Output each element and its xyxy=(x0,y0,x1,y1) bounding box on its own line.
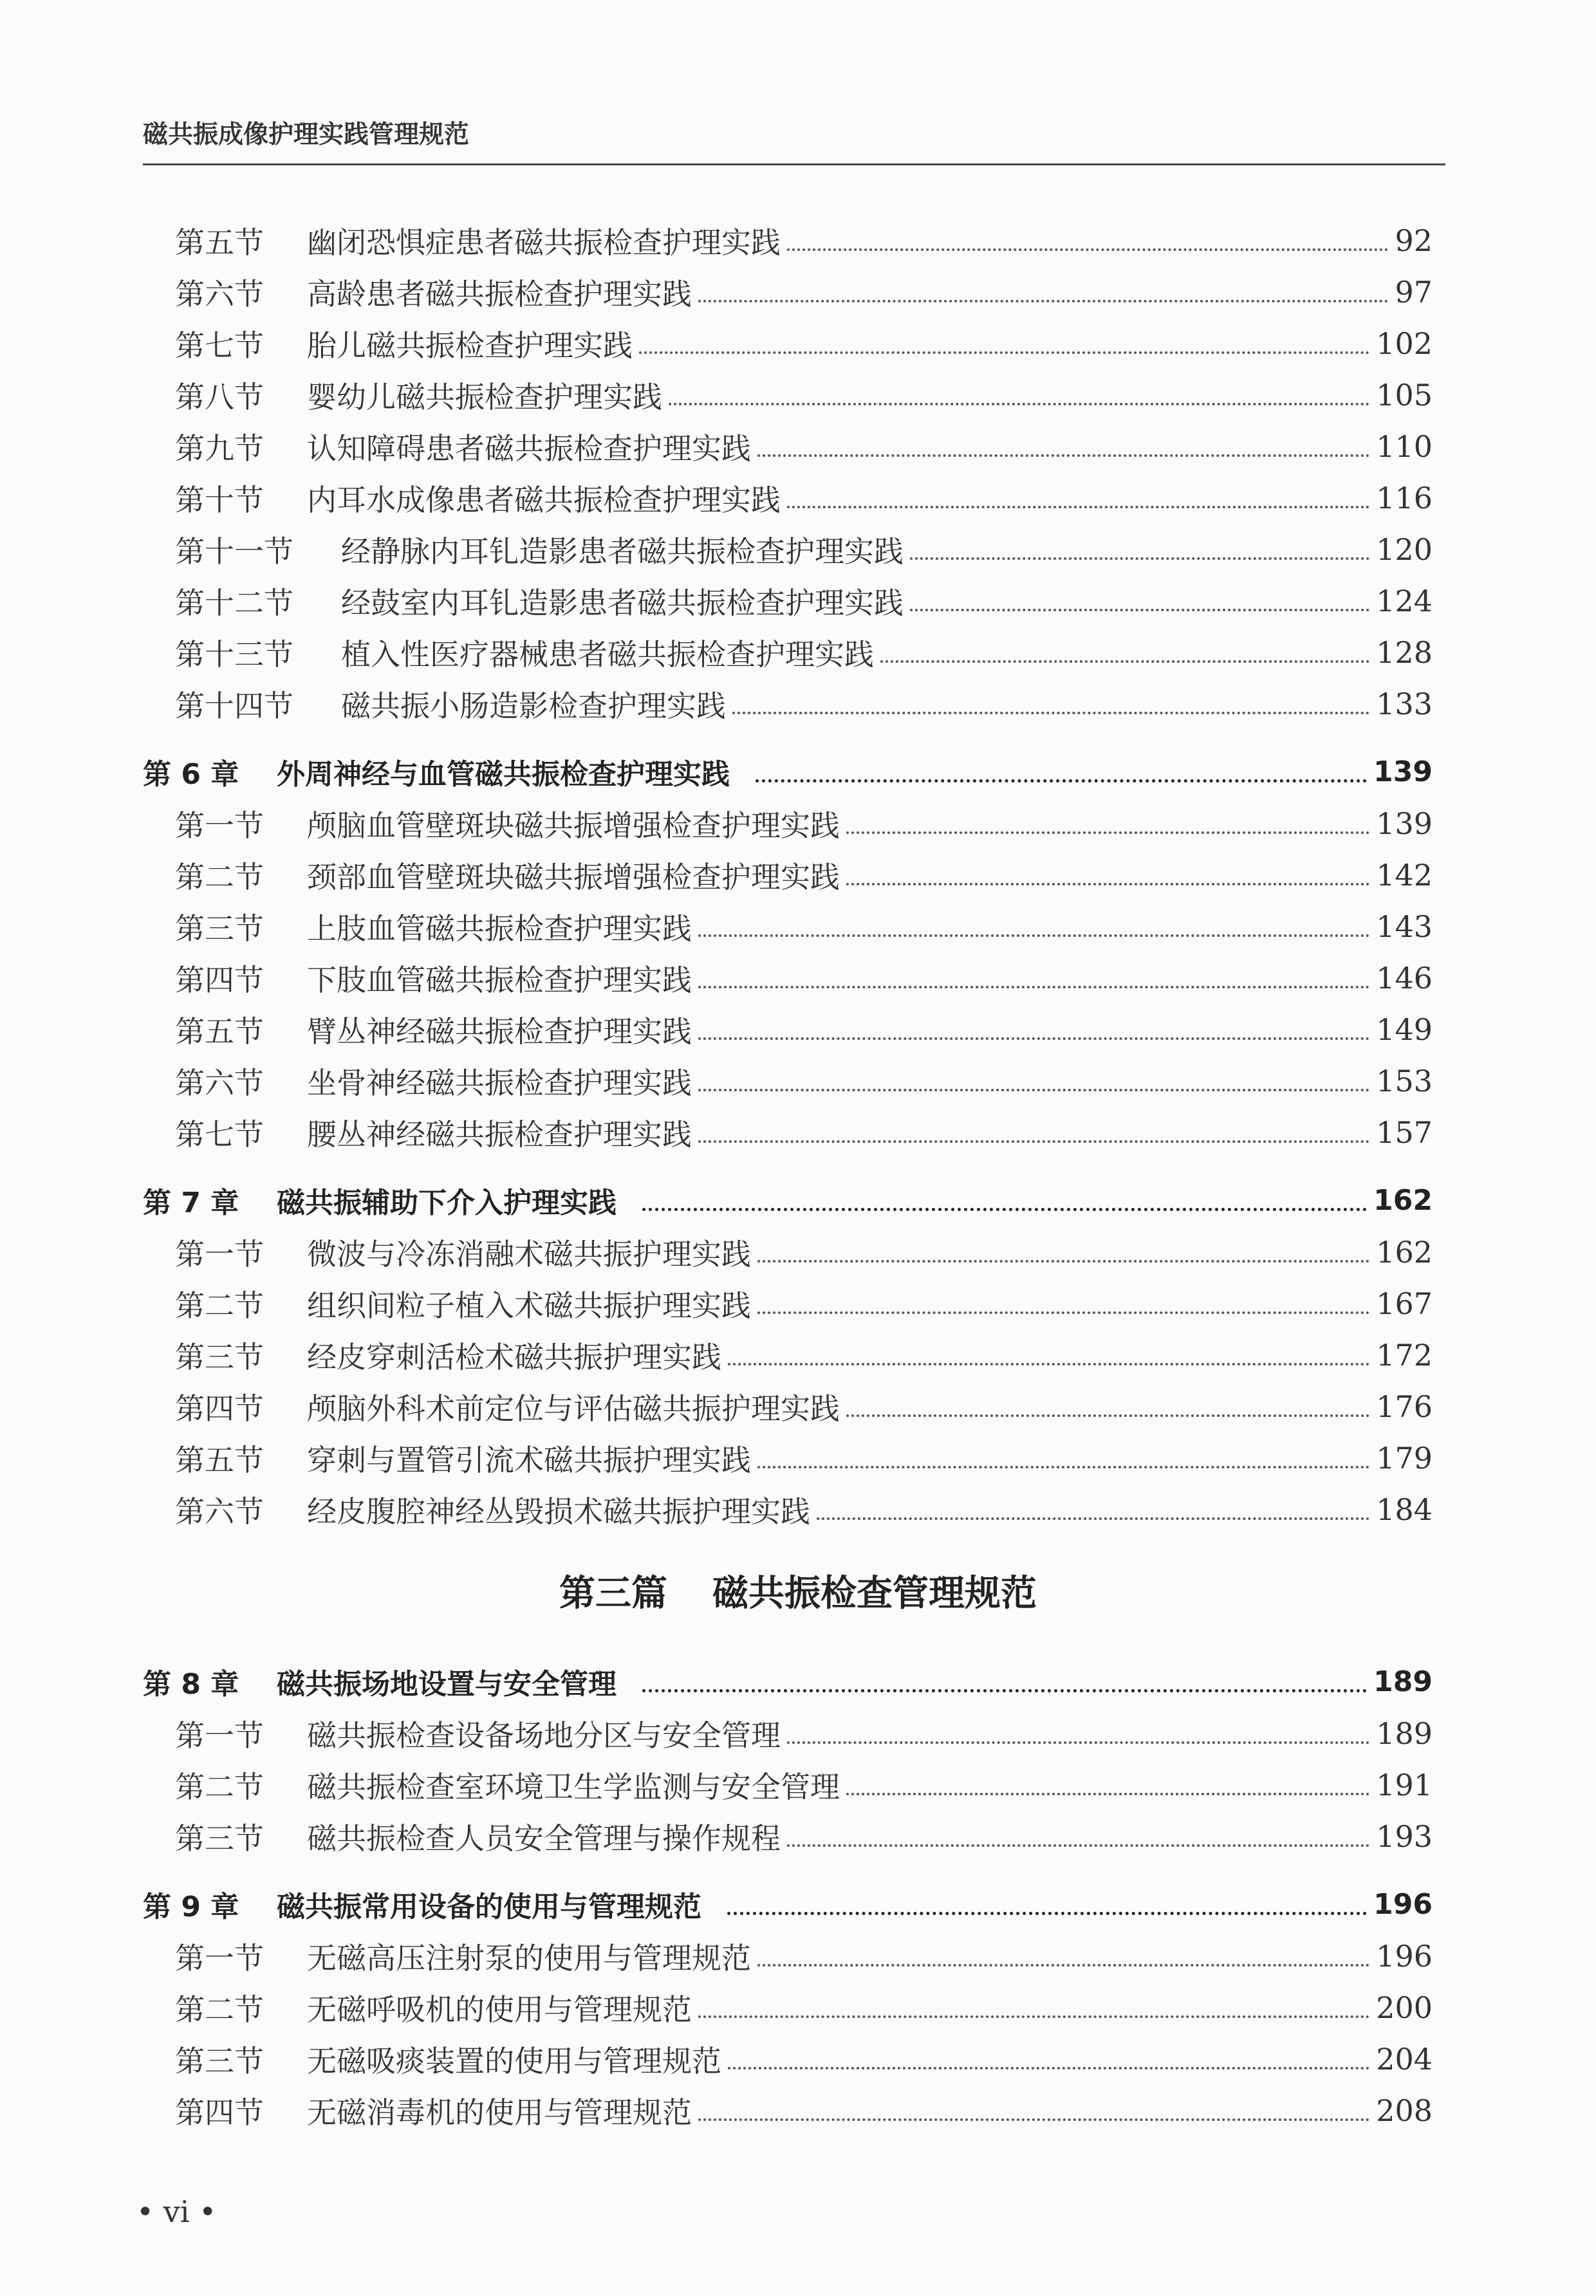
dot-leader xyxy=(846,831,1369,834)
page-number: 105 xyxy=(1376,378,1433,412)
toc-entry-section[interactable] xyxy=(143,798,1433,849)
dot-leader xyxy=(698,300,1388,302)
section-number: 第六节 xyxy=(175,1066,264,1100)
toc-entry-chapter-6[interactable] xyxy=(143,746,1433,797)
dot-leader xyxy=(846,1414,1369,1417)
dot-leader xyxy=(787,1844,1369,1847)
dot-leader xyxy=(787,1741,1369,1744)
section-title: 植入性医疗器械患者磁共振检查护理实践 xyxy=(341,637,874,672)
section-title: 胎儿磁共振检查护理实践 xyxy=(307,328,633,363)
page-number: 193 xyxy=(1376,1819,1433,1854)
toc-entry-section[interactable] xyxy=(143,1278,1433,1329)
section-number: 第二节 xyxy=(175,1992,264,2027)
toc-entry-section[interactable] xyxy=(143,1708,1433,1759)
toc-entry-section[interactable] xyxy=(143,1432,1433,1484)
page-number: 143 xyxy=(1376,909,1433,944)
toc-entry-section[interactable] xyxy=(143,524,1433,575)
section-title: 磁共振小肠造影检查护理实践 xyxy=(341,689,726,723)
section-number: 第六节 xyxy=(175,1494,264,1529)
section-title: 颅脑血管壁斑块磁共振增强检查护理实践 xyxy=(307,808,840,843)
dot-leader xyxy=(728,2067,1369,2069)
toc-entry-section[interactable] xyxy=(143,318,1433,369)
toc-entry-section[interactable] xyxy=(143,1055,1433,1107)
dot-leader xyxy=(757,454,1369,457)
toc-entry-section[interactable] xyxy=(143,2085,1433,2136)
dot-leader xyxy=(787,248,1388,251)
dot-leader xyxy=(642,1689,1367,1692)
section-number: 第三节 xyxy=(175,911,264,946)
page-number: 120 xyxy=(1376,532,1433,567)
toc-entry-section[interactable] xyxy=(143,2033,1433,2085)
section-title: 认知障碍患者磁共振检查护理实践 xyxy=(307,431,751,466)
section-title: 微波与冷冻消融术磁共振护理实践 xyxy=(307,1237,751,1272)
toc-entry-section[interactable] xyxy=(143,1759,1433,1811)
section-title: 无磁高压注射泵的使用与管理规范 xyxy=(307,1941,751,1976)
section-title: 磁共振检查设备场地分区与安全管理 xyxy=(307,1718,781,1753)
dot-leader xyxy=(846,1793,1369,1795)
toc-entry-section[interactable] xyxy=(143,1484,1433,1535)
toc-entry-section[interactable] xyxy=(143,678,1433,730)
section-title: 磁共振检查室环境卫生学监测与安全管理 xyxy=(307,1770,840,1804)
toc-entry-section[interactable] xyxy=(143,952,1433,1004)
chapter-number: 第 8 章 xyxy=(143,1668,239,1701)
dot-leader xyxy=(787,506,1369,508)
toc-entry-section[interactable] xyxy=(143,421,1433,472)
page-number: 176 xyxy=(1376,1389,1433,1424)
section-title: 组织间粒子植入术磁共振护理实践 xyxy=(307,1288,751,1323)
section-number: 第二节 xyxy=(175,860,264,894)
section-title: 无磁消毒机的使用与管理规范 xyxy=(307,2095,692,2130)
toc-entry-section[interactable] xyxy=(143,266,1433,318)
page-number: 189 xyxy=(1373,1665,1433,1698)
chapter-number: 第 6 章 xyxy=(143,758,239,791)
section-title: 无磁吸痰装置的使用与管理规范 xyxy=(307,2044,721,2078)
section-title: 下肢血管磁共振检查护理实践 xyxy=(307,963,692,997)
dot-leader xyxy=(757,1311,1369,1314)
dot-leader xyxy=(880,660,1369,663)
section-title: 上肢血管磁共振检查护理实践 xyxy=(307,911,692,946)
dot-leader xyxy=(756,779,1367,782)
page-number: 153 xyxy=(1376,1064,1433,1098)
section-number: 第三节 xyxy=(175,2044,264,2078)
section-number: 第一节 xyxy=(175,1941,264,1976)
dot-leader xyxy=(732,712,1369,714)
section-number: 第一节 xyxy=(175,1237,264,1272)
section-title: 臂丛神经磁共振检查护理实践 xyxy=(307,1014,692,1049)
section-number: 第十三节 xyxy=(175,637,293,672)
section-number: 第九节 xyxy=(175,431,264,466)
toc-entry-section[interactable] xyxy=(143,215,1433,266)
section-title: 磁共振检查人员安全管理与操作规程 xyxy=(307,1821,781,1856)
section-title: 经静脉内耳钆造影患者磁共振检查护理实践 xyxy=(341,534,904,569)
page-number: 200 xyxy=(1376,1990,1433,2025)
section-number: 第一节 xyxy=(175,808,264,843)
section-number: 第三节 xyxy=(175,1821,264,1856)
dot-leader xyxy=(698,986,1369,988)
toc-entry-chapter-9[interactable] xyxy=(143,1878,1433,1930)
toc-entry-section[interactable] xyxy=(143,472,1433,524)
dot-leader xyxy=(669,403,1369,405)
dot-leader xyxy=(698,934,1369,937)
section-title: 无磁呼吸机的使用与管理规范 xyxy=(307,1992,692,2027)
toc-entry-section[interactable] xyxy=(143,1982,1433,2033)
dot-leader xyxy=(698,1140,1369,1143)
section-title: 经皮腹腔神经丛毁损术磁共振护理实践 xyxy=(307,1494,810,1529)
page-number: 139 xyxy=(1376,806,1433,841)
section-title: 坐骨神经磁共振检查护理实践 xyxy=(307,1066,692,1100)
section-number: 第六节 xyxy=(175,277,264,311)
dot-leader xyxy=(817,1517,1369,1520)
section-number: 第二节 xyxy=(175,1288,264,1323)
chapter-title: 磁共振场地设置与安全管理 xyxy=(277,1668,617,1701)
section-title: 穿刺与置管引流术磁共振护理实践 xyxy=(307,1443,751,1477)
dot-leader xyxy=(639,351,1369,354)
page-number: 179 xyxy=(1376,1441,1433,1476)
section-number: 第七节 xyxy=(175,328,264,363)
toc-entry-chapter-8[interactable] xyxy=(143,1656,1433,1707)
toc-entry-section[interactable] xyxy=(143,1381,1433,1432)
section-title: 经鼓室内耳钆造影患者磁共振检查护理实践 xyxy=(341,586,904,620)
page-folio: • vi • xyxy=(136,2194,217,2229)
section-title: 婴幼儿磁共振检查护理实践 xyxy=(307,380,662,414)
section-number: 第一节 xyxy=(175,1718,264,1753)
part-title: 磁共振检查管理规范 xyxy=(712,1572,1037,1615)
section-number: 第七节 xyxy=(175,1117,264,1152)
page-number: 149 xyxy=(1376,1012,1433,1047)
dot-leader xyxy=(846,883,1369,885)
toc-entry-section[interactable] xyxy=(143,901,1433,952)
section-title: 内耳水成像患者磁共振检查护理实践 xyxy=(307,483,781,517)
section-title: 经皮穿刺活检术磁共振护理实践 xyxy=(307,1340,721,1375)
page-number: 133 xyxy=(1376,687,1433,721)
toc-entry-section[interactable] xyxy=(143,1329,1433,1381)
section-number: 第四节 xyxy=(175,1391,264,1426)
page-number: 204 xyxy=(1376,2042,1433,2077)
section-number: 第五节 xyxy=(175,1014,264,1049)
toc-entry-section[interactable] xyxy=(143,849,1433,901)
dot-leader xyxy=(728,1363,1369,1366)
toc-entry-section[interactable] xyxy=(143,369,1433,421)
dot-leader xyxy=(727,1912,1367,1915)
section-title: 幽闭恐惧症患者磁共振检查护理实践 xyxy=(307,225,781,260)
page-number: 172 xyxy=(1376,1338,1433,1373)
section-number: 第十二节 xyxy=(175,586,293,620)
section-number: 第五节 xyxy=(175,225,264,260)
toc-entry-section[interactable] xyxy=(143,1811,1433,1862)
section-title: 颅脑外科术前定位与评估磁共振护理实践 xyxy=(307,1391,840,1426)
chapter-title: 磁共振常用设备的使用与管理规范 xyxy=(277,1891,701,1923)
section-number: 第四节 xyxy=(175,2095,264,2130)
toc-entry-section[interactable] xyxy=(143,627,1433,678)
page-number: 208 xyxy=(1376,2093,1433,2128)
page-number: 142 xyxy=(1376,858,1433,893)
toc-entry-section[interactable] xyxy=(143,1107,1433,1158)
page-number: 167 xyxy=(1376,1286,1433,1321)
dot-leader xyxy=(698,1037,1369,1040)
section-number: 第五节 xyxy=(175,1443,264,1477)
running-head: 磁共振成像护理实践管理规范 xyxy=(143,120,470,149)
section-number: 第十一节 xyxy=(175,534,293,569)
part-number: 第三篇 xyxy=(559,1572,667,1615)
dot-leader xyxy=(757,1260,1369,1263)
dot-leader xyxy=(757,1466,1369,1468)
section-number: 第十节 xyxy=(175,483,264,517)
toc-entry-section[interactable] xyxy=(143,1930,1433,1982)
dot-leader xyxy=(698,1089,1369,1091)
page-number: 124 xyxy=(1376,584,1433,618)
part-heading xyxy=(0,1565,1596,1616)
toc-entry-section[interactable] xyxy=(143,1227,1433,1278)
page-number: 97 xyxy=(1395,275,1433,310)
page-number: 139 xyxy=(1373,755,1433,788)
section-title: 腰丛神经磁共振检查护理实践 xyxy=(307,1117,692,1152)
toc-entry-section[interactable] xyxy=(143,575,1433,627)
page-number: 191 xyxy=(1376,1768,1433,1802)
page-number: 128 xyxy=(1376,635,1433,670)
dot-leader xyxy=(757,1964,1369,1967)
page-number: 189 xyxy=(1376,1716,1433,1751)
section-number: 第三节 xyxy=(175,1340,264,1375)
page-number: 162 xyxy=(1376,1235,1433,1270)
dot-leader xyxy=(698,2015,1369,2018)
page-number: 146 xyxy=(1376,961,1433,995)
page-number: 116 xyxy=(1376,481,1433,515)
dot-leader xyxy=(698,2118,1369,2121)
section-number: 第四节 xyxy=(175,963,264,997)
toc-entry-section[interactable] xyxy=(143,1004,1433,1055)
page-number: 196 xyxy=(1376,1939,1433,1974)
chapter-number: 第 9 章 xyxy=(143,1891,239,1923)
chapter-title: 外周神经与血管磁共振检查护理实践 xyxy=(277,758,730,791)
header-rule xyxy=(143,163,1445,165)
page-number: 157 xyxy=(1376,1115,1433,1150)
page-number: 184 xyxy=(1376,1492,1433,1527)
page-number: 110 xyxy=(1376,429,1433,464)
page-number: 162 xyxy=(1373,1183,1433,1217)
page-number: 196 xyxy=(1373,1887,1433,1921)
section-number: 第二节 xyxy=(175,1770,264,1804)
page-number: 102 xyxy=(1376,326,1433,361)
dot-leader xyxy=(910,609,1369,611)
dot-leader xyxy=(642,1208,1367,1211)
dot-leader xyxy=(910,557,1369,560)
page-number: 92 xyxy=(1395,223,1433,258)
section-title: 颈部血管壁斑块磁共振增强检查护理实践 xyxy=(307,860,840,894)
chapter-title: 磁共振辅助下介入护理实践 xyxy=(277,1187,617,1219)
chapter-number: 第 7 章 xyxy=(143,1187,239,1219)
section-title: 高龄患者磁共振检查护理实践 xyxy=(307,277,692,311)
section-number: 第十四节 xyxy=(175,689,293,723)
toc-entry-chapter-7[interactable] xyxy=(143,1174,1433,1226)
section-number: 第八节 xyxy=(175,380,264,414)
